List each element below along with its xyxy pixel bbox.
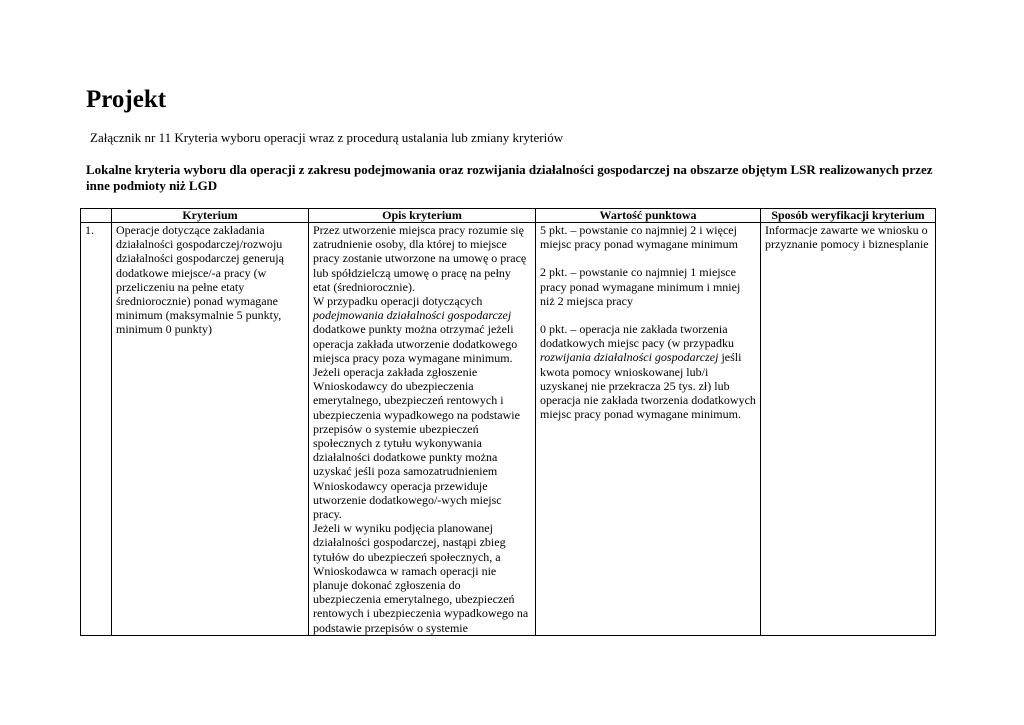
points-italic-text: rozwijania działalności gospodarczej [540, 350, 719, 365]
points-option-5: 5 pkt. – powstanie co najmniej 2 i więcej miejsc pracy ponad wymagane minimum [540, 223, 738, 252]
description-paragraph-1: Przez utworzenie miejsca pracy rozumie się zatrudnienie osoby, dla której to miejsce pracy zostanie utworzone na umowę o pracę lub spółdzielczą umowę o pracę na pełny etat (średniorocznie). [313, 223, 527, 294]
description-paragraph-2 [313, 294, 531, 365]
document-subtitle: Załącznik nr 11 Kryteria wyboru operacji wraz z procedurą ustalania lub zmiany kryteriów [90, 130, 564, 145]
header-points: Wartość punktowa [536, 209, 761, 223]
description-italic-text: podejmowania działalności gospodarczej [313, 308, 512, 323]
page-title: Projekt [86, 86, 167, 113]
description-text: dodatkowe punkty można otrzymać jeżeli operacja zakłada utworzenie dodatkowego miejsca pracy poza wymagane minimum. [313, 322, 518, 365]
table-row [81, 223, 936, 636]
header-criterion: Kryterium [112, 209, 309, 223]
row-number: 1. [81, 223, 112, 636]
table-header-row [81, 209, 936, 223]
header-description: Opis kryterium [309, 209, 536, 223]
verification-cell: Informacje zawarte we wniosku o przyznanie pomocy i biznesplanie [761, 223, 936, 636]
points-text: jeśli kwota pomocy wnioskowanej lub/i uzyskanej nie przekracza 25 tys. zł) lub operacja nie zakłada tworzenia dodatkowych miejsc pracy ponad wymagane minimum. [540, 350, 756, 422]
criteria-table [80, 208, 936, 636]
description-text: W przypadku operacji dotyczących [313, 294, 483, 309]
header-verification: Sposób weryfikacji kryterium [761, 209, 936, 223]
section-heading: Lokalne kryteria wyboru dla operacji z zakresu podejmowania oraz rozwijania działalności gospodarczej na obszarze objętym LSR realizowanych przez inne podmioty niż LGD [86, 162, 933, 193]
points-option-2: 2 pkt. – powstanie co najmniej 1 miejsce pracy ponad wymagane minimum i mniej niż 2 miejsca pracy [540, 265, 741, 308]
points-cell [536, 223, 761, 636]
points-option-0 [540, 322, 756, 421]
description-paragraph-4: Jeżeli w wyniku podjęcia planowanej działalności gospodarczej, nastąpi zbieg tytułów do ubezpieczeń społecznych, a Wnioskodawca w ramach operacji nie planuje dokonać zgłoszenia do ubezpieczenia emerytalnego, ubezpieczeń rentowych i ubezpieczenia wypadkowego na podstawie przepisów o systemie [313, 521, 529, 635]
description-cell [309, 223, 536, 636]
points-text: 0 pkt. – operacja nie zakłada tworzenia dodatkowych miejsc pacy (w przypadku [540, 322, 734, 351]
description-paragraph-3: Jeżeli operacja zakłada zgłoszenie Wnioskodawcy do ubezpieczenia emerytalnego, ubezpieczeń rentowych i ubezpieczenia wypadkowego na podstawie przepisów o systemie ubezpieczeń społecznych z tytułu wykonywania działalności dodatkowe punkty można uzyskać jeśli poza samozatrudnieniem Wnioskodawcy operacja przewiduje utworzenie dodatkowego/-wych miejsc pracy. [313, 365, 520, 522]
criterion-cell: Operacje dotyczące zakładania działalności gospodarczej/rozwoju działalności gospodarczej generują dodatkowe miejsce/-a pracy (w przeliczeniu na pełne etaty średniorocznie) ponad wymagane minimum (maksymalnie 5 punkty, minimum 0 punkty) [112, 223, 309, 636]
header-number [81, 209, 112, 223]
